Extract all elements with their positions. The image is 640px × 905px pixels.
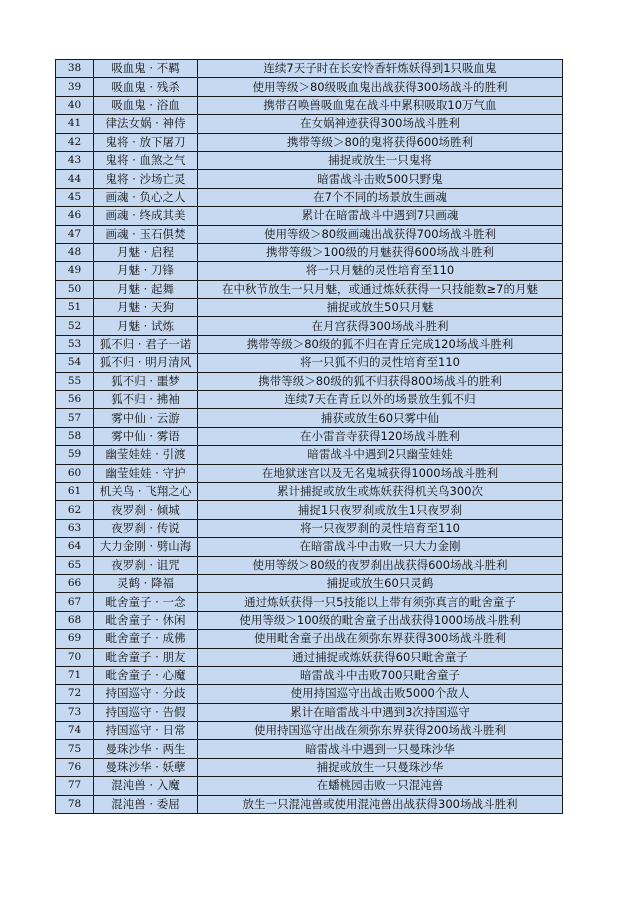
table-row (56, 464, 563, 482)
row-number-cell: 46 (56, 207, 94, 225)
table-row (56, 115, 563, 133)
row-number-cell: 54 (56, 354, 94, 372)
skin-name-cell: 夜罗刹 · 倾城 (94, 501, 198, 519)
skin-name-cell: 持国巡守 · 日常 (94, 722, 198, 740)
row-number-cell: 50 (56, 280, 94, 298)
unlock-condition-cell: 暗雷战斗击败500只野鬼 (198, 170, 563, 188)
skin-name-cell: 夜罗刹 · 诅咒 (94, 556, 198, 574)
row-number-cell: 65 (56, 556, 94, 574)
unlock-condition-cell: 在蟠桃园击败一只混沌兽 (198, 777, 563, 795)
unlock-condition-cell: 使用等级＞80级画魂出战获得700场战斗胜利 (198, 225, 563, 243)
skin-name-cell: 鬼将 · 血煞之气 (94, 151, 198, 169)
table-row (56, 519, 563, 537)
row-number-cell: 44 (56, 170, 94, 188)
skin-name-cell: 持国巡守 · 告假 (94, 703, 198, 721)
unlock-condition-cell: 在月宫获得300场战斗胜利 (198, 317, 563, 335)
unlock-condition-cell: 捕获或放生60只雾中仙 (198, 409, 563, 427)
table-row (56, 207, 563, 225)
row-number-cell: 74 (56, 722, 94, 740)
row-number-cell: 51 (56, 299, 94, 317)
unlock-condition-cell: 在7个不同的场景放生画魂 (198, 188, 563, 206)
unlock-condition-cell: 使用持国巡守出战在须弥东界获得200场战斗胜利 (198, 722, 563, 740)
row-number-cell: 62 (56, 501, 94, 519)
unlock-condition-cell: 使用等级＞100级的毗舍童子出战获得1000场战斗胜利 (198, 611, 563, 629)
table-row (56, 703, 563, 721)
row-number-cell: 61 (56, 482, 94, 500)
skin-name-cell: 鬼将 · 放下屠刀 (94, 133, 198, 151)
table-row (56, 777, 563, 795)
table-row (56, 151, 563, 169)
table-row (56, 685, 563, 703)
unlock-condition-cell: 在暗雷战斗中击败一只大力金刚 (198, 538, 563, 556)
unlock-condition-cell: 累计在暗雷战斗中遇到3次持国巡守 (198, 703, 563, 721)
row-number-cell: 68 (56, 611, 94, 629)
unlock-condition-cell: 携带召唤兽吸血鬼在战斗中累积吸取10万气血 (198, 96, 563, 114)
row-number-cell: 38 (56, 60, 94, 78)
row-number-cell: 60 (56, 464, 94, 482)
table-row (56, 593, 563, 611)
row-number-cell: 43 (56, 151, 94, 169)
row-number-cell: 64 (56, 538, 94, 556)
skin-name-cell: 月魅 · 刀锋 (94, 262, 198, 280)
unlock-condition-cell: 携带等级＞80级的狐不归在青丘完成120场战斗胜利 (198, 335, 563, 353)
table-row (56, 243, 563, 261)
unlock-condition-cell: 将一只夜罗刹的灵性培育至110 (198, 519, 563, 537)
table-row (56, 740, 563, 758)
skin-name-cell: 混沌兽 · 入魔 (94, 777, 198, 795)
table-row (56, 96, 563, 114)
skin-name-cell: 月魅 · 起舞 (94, 280, 198, 298)
row-number-cell: 58 (56, 427, 94, 445)
achievement-table (55, 59, 563, 814)
unlock-condition-cell: 通过炼妖获得一只5技能以上带有须弥真言的毗舍童子 (198, 593, 563, 611)
table-row (56, 666, 563, 684)
unlock-condition-cell: 暗雷战斗中击败700只毗舍童子 (198, 666, 563, 684)
skin-name-cell: 吸血鬼 · 不羁 (94, 60, 198, 78)
table-row (56, 556, 563, 574)
row-number-cell: 57 (56, 409, 94, 427)
table-row (56, 722, 563, 740)
table-row (56, 170, 563, 188)
unlock-condition-cell: 捕捉或放生一只鬼将 (198, 151, 563, 169)
table-row (56, 409, 563, 427)
skin-name-cell: 毗舍童子 · 朋友 (94, 648, 198, 666)
row-number-cell: 47 (56, 225, 94, 243)
skin-name-cell: 幽莹娃娃 · 引渡 (94, 446, 198, 464)
table-row (56, 280, 563, 298)
row-number-cell: 45 (56, 188, 94, 206)
table-row (56, 795, 563, 813)
table-row (56, 611, 563, 629)
unlock-condition-cell: 在女娲神迹获得300场战斗胜利 (198, 115, 563, 133)
skin-name-cell: 幽莹娃娃 · 守护 (94, 464, 198, 482)
skin-name-cell: 吸血鬼 · 残杀 (94, 78, 198, 96)
unlock-condition-cell: 暗雷战斗中遇到一只曼珠沙华 (198, 740, 563, 758)
row-number-cell: 72 (56, 685, 94, 703)
row-number-cell: 52 (56, 317, 94, 335)
table-row (56, 538, 563, 556)
row-number-cell: 71 (56, 666, 94, 684)
unlock-condition-cell: 暗雷战斗中遇到2只幽莹娃娃 (198, 446, 563, 464)
row-number-cell: 75 (56, 740, 94, 758)
table-row (56, 446, 563, 464)
unlock-condition-cell: 携带等级＞80级的狐不归获得800场战斗的胜利 (198, 372, 563, 390)
table-row (56, 501, 563, 519)
table-row (56, 60, 563, 78)
skin-name-cell: 月魅 · 试炼 (94, 317, 198, 335)
table-row (56, 188, 563, 206)
table-row (56, 78, 563, 96)
table-row (56, 225, 563, 243)
table-row (56, 574, 563, 592)
table-row (56, 372, 563, 390)
row-number-cell: 42 (56, 133, 94, 151)
table-row (56, 391, 563, 409)
unlock-condition-cell: 连续7天在青丘以外的场景放生狐不归 (198, 391, 563, 409)
row-number-cell: 67 (56, 593, 94, 611)
table-row (56, 262, 563, 280)
skin-name-cell: 灵鹤 · 降福 (94, 574, 198, 592)
achievement-table-body (56, 60, 563, 814)
skin-name-cell: 鬼将 · 沙场亡灵 (94, 170, 198, 188)
unlock-condition-cell: 在地狱迷宫以及无名鬼城获得1000场战斗胜利 (198, 464, 563, 482)
skin-name-cell: 雾中仙 · 雾语 (94, 427, 198, 445)
unlock-condition-cell: 在中秋节放生一只月魅，或通过炼妖获得一只技能数≥7的月魅 (198, 280, 563, 298)
unlock-condition-cell: 放生一只混沌兽或使用混沌兽出战获得300场战斗胜利 (198, 795, 563, 813)
skin-name-cell: 狐不归 · 明月清风 (94, 354, 198, 372)
row-number-cell: 48 (56, 243, 94, 261)
unlock-condition-cell: 使用等级＞80级的夜罗刹出战获得600场战斗胜利 (198, 556, 563, 574)
skin-name-cell: 雾中仙 · 云游 (94, 409, 198, 427)
skin-name-cell: 曼珠沙华 · 妖孽 (94, 758, 198, 776)
table-row (56, 299, 563, 317)
unlock-condition-cell: 携带等级＞80的鬼将获得600场胜利 (198, 133, 563, 151)
unlock-condition-cell: 使用毗舍童子出战在须弥东界获得300场战斗胜利 (198, 630, 563, 648)
skin-name-cell: 狐不归 · 君子一诺 (94, 335, 198, 353)
table-row (56, 354, 563, 372)
table-row (56, 133, 563, 151)
unlock-condition-cell: 将一只狐不归的灵性培育至110 (198, 354, 563, 372)
skin-name-cell: 吸血鬼 · 浴血 (94, 96, 198, 114)
unlock-condition-cell: 通过捕捉或炼妖获得60只毗舍童子 (198, 648, 563, 666)
row-number-cell: 76 (56, 758, 94, 776)
skin-name-cell: 律法女娲 · 神侍 (94, 115, 198, 133)
row-number-cell: 59 (56, 446, 94, 464)
unlock-condition-cell: 捕捉或放生50只月魅 (198, 299, 563, 317)
unlock-condition-cell: 捕捉或放生60只灵鹤 (198, 574, 563, 592)
unlock-condition-cell: 连续7天子时在长安怜香轩炼妖得到1只吸血鬼 (198, 60, 563, 78)
row-number-cell: 73 (56, 703, 94, 721)
row-number-cell: 78 (56, 795, 94, 813)
unlock-condition-cell: 使用持国巡守出战击败5000个敌人 (198, 685, 563, 703)
row-number-cell: 63 (56, 519, 94, 537)
skin-name-cell: 狐不归 · 拂袖 (94, 391, 198, 409)
skin-name-cell: 毗舍童子 · 成佛 (94, 630, 198, 648)
unlock-condition-cell: 在小雷音寺获得120场战斗胜利 (198, 427, 563, 445)
skin-name-cell: 混沌兽 · 委屈 (94, 795, 198, 813)
unlock-condition-cell: 捕捉1只夜罗刹或放生1只夜罗刹 (198, 501, 563, 519)
row-number-cell: 56 (56, 391, 94, 409)
skin-name-cell: 曼珠沙华 · 两生 (94, 740, 198, 758)
skin-name-cell: 画魂 · 负心之人 (94, 188, 198, 206)
skin-name-cell: 月魅 · 天狗 (94, 299, 198, 317)
row-number-cell: 40 (56, 96, 94, 114)
unlock-condition-cell: 累计在暗雷战斗中遇到7只画魂 (198, 207, 563, 225)
skin-name-cell: 大力金刚 · 劈山海 (94, 538, 198, 556)
skin-name-cell: 夜罗刹 · 传说 (94, 519, 198, 537)
table-row (56, 630, 563, 648)
skin-name-cell: 毗舍童子 · 一念 (94, 593, 198, 611)
row-number-cell: 70 (56, 648, 94, 666)
row-number-cell: 69 (56, 630, 94, 648)
skin-name-cell: 毗舍童子 · 心魔 (94, 666, 198, 684)
table-row (56, 758, 563, 776)
unlock-condition-cell: 捕捉或放生一只曼珠沙华 (198, 758, 563, 776)
unlock-condition-cell: 使用等级＞80级吸血鬼出战获得300场战斗的胜利 (198, 78, 563, 96)
row-number-cell: 66 (56, 574, 94, 592)
table-row (56, 482, 563, 500)
skin-name-cell: 画魂 · 终成其美 (94, 207, 198, 225)
table-row (56, 648, 563, 666)
skin-name-cell: 持国巡守 · 分歧 (94, 685, 198, 703)
unlock-condition-cell: 将一只月魅的灵性培育至110 (198, 262, 563, 280)
skin-name-cell: 毗舍童子 · 休闲 (94, 611, 198, 629)
skin-name-cell: 狐不归 · 噩梦 (94, 372, 198, 390)
row-number-cell: 55 (56, 372, 94, 390)
skin-name-cell: 画魂 · 玉石俱焚 (94, 225, 198, 243)
table-row (56, 335, 563, 353)
table-row (56, 427, 563, 445)
table-row (56, 317, 563, 335)
skin-name-cell: 机关鸟 · 飞翔之心 (94, 482, 198, 500)
row-number-cell: 41 (56, 115, 94, 133)
skin-name-cell: 月魅 · 启程 (94, 243, 198, 261)
unlock-condition-cell: 携带等级＞100级的月魅获得600场战斗胜利 (198, 243, 563, 261)
row-number-cell: 39 (56, 78, 94, 96)
row-number-cell: 49 (56, 262, 94, 280)
row-number-cell: 77 (56, 777, 94, 795)
row-number-cell: 53 (56, 335, 94, 353)
unlock-condition-cell: 累计捕捉或放生或炼妖获得机关鸟300次 (198, 482, 563, 500)
